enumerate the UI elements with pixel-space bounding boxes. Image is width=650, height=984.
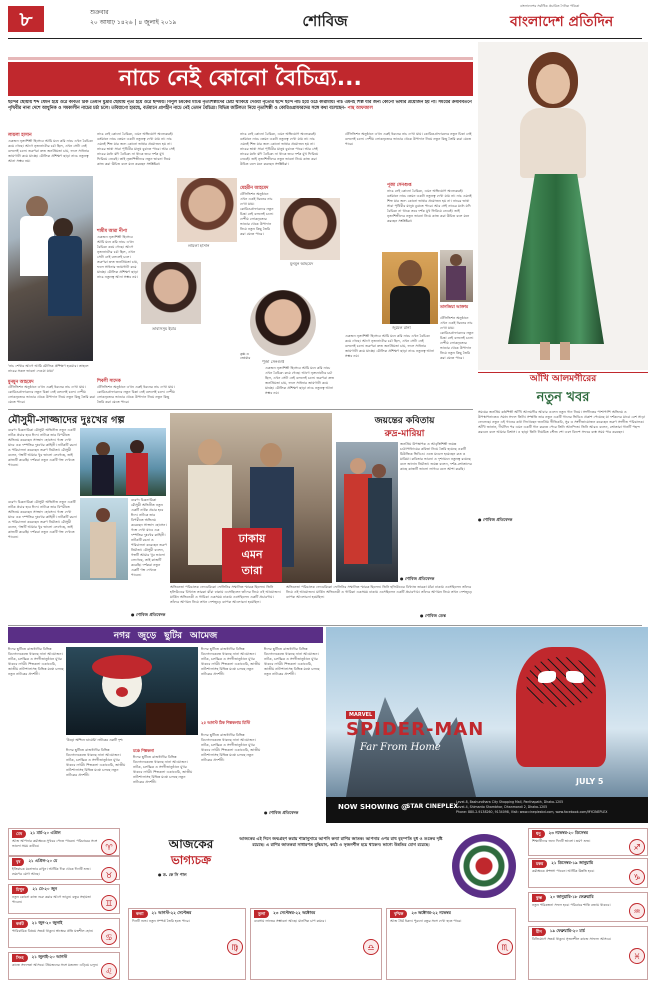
lead-title: নাচে নেই কোনো বৈচিত্র্য... [8,62,473,96]
horoscope-title-a: আজকের [168,837,214,851]
lead-col2-text2: একজন নৃত্যশিল্পী হিসেবে আমি মনে করি নাচে এখন বৈচিত্র্য কমে গেছে। আগে নৃত্যনাট্যের চর্চা ছিল, এখন সেটা নেই বললেই চলে। তরুণরা দ্রুত জনপ্রিয়তা চায়, ফলে সাধনার জায়গাটা কমে যাচ্ছে। মৌলিক প্রশিক্ষণ ছাড়া নাচে নতুনত্ব আনা সম্ভব নয়। [97,235,139,279]
lead-name-shibli: শিবলী সাদেক [97,379,121,384]
horoscope-section [8,826,648,982]
zodiac-9 [528,828,648,856]
zodiac-8 [386,908,516,980]
zodiac-range: ২৩ নভেম্বর-২০ ডিসেম্বর [548,830,588,835]
lead-photo-label-6: কৃষ্ণ ও জোয়ার [240,352,251,361]
fest-body-4: ঈদের ছুটিতে রাজধানীর বিভিন্ন বিনোদনকেন্দ্রে থাকছে নানা আয়োজন। নাটক, চলচ্চিত্র ও সংগীতানুষ্ঠানে মুখর থাকবে নগরী। শিল্পকলা একাডেমি, জাতীয় নাট্যশালাসহ বিভিন্ন মঞ্চে চলছে নতুন নাটকের প্রদর্শনী। [201,647,261,676]
fest-title-d: আমেজ [190,630,218,641]
zodiac-icon: ♌ [101,963,117,979]
brand-tagline: বাংলাদেশের সর্বাধিক প্রচারিত দৈনিক পত্রিকা [520,4,580,8]
zodiac-text: শিক্ষার্থীদের জন্য দিনটি ভালো। ভ্রমণ শুভ। [532,839,591,843]
mousumi-body-3: বরেণ্য চিত্রনায়িকা মৌসুমী অভিনীত নতুন একটি নাটক প্রচার হবে ঈদে। নাটকে তার বিপরীতে অভিনয় করেছেন সাজ্জাদ হোসেন। গল্পে দেখা যাবে এক দম্পতির দুঃখের কাহিনী। নাটকটি রচনা ও পরিচালনা করেছেন তরুণ নির্মাতা। মৌসুমী বলেন, গল্পটি আমার খুব ভালো লেগেছে, তাই কাজটি করেছি। দর্শকরা নতুন একটি গল্প দেখতে পাবেন। [131,498,167,577]
fest-photo [66,647,198,735]
lead-col2-text3: টেলিভিশন অনুষ্ঠানে এখন একই ধরনের নাচ দেখা যায়। কোরিওগ্রাফারদের নতুন চিন্তা নেই বললেই চলে। দেশীয় লোকনৃত্যের ভাণ্ডার থেকে উপাদান নিয়ে নতুন কিছু তৈরি করা যেতে পারে। [97,385,175,404]
zodiac-name: মিথুন [12,886,28,894]
lead-col3-text: নাচে নেই কোনো বৈচিত্র্য, এমন অভিযোগ অনেকেরই। বর্তমানে নাচে তেমন একটা নতুনত্ব দেখা যায় না। নাচ এমনই শিল্প যার জন্য কোনো ভাষার প্রয়োজন হয় না। নাচের ভাষা সারা পৃথিবীর মানুষ বুঝতে পারে। আর সেই নাচের মধ্যে যদি বৈচিত্র্য না থাকে তবে দর্শক মুখ ফিরিয়ে নেবেই। তাই নৃত্যশিল্পীদের নতুন ভাবনা নিয়ে কাজ করা উচিত বলে মনে করছেন সংশ্লিষ্টরা। [240,132,319,166]
zodiac-5 [8,952,120,980]
lead-photo-label-1: লায়লা হাসান [188,243,210,248]
zodiac-icon: ♋ [101,929,117,945]
zodiac-3 [8,884,120,914]
zodiac-icon: ♑ [629,869,645,885]
dhaka-label-bottom: তারা [241,564,263,577]
zodiac-icon: ♈ [101,839,117,855]
zodiac-icon: ♒ [629,903,645,919]
zodiac-name: কর্কট [12,920,28,928]
joya-sign: ● শোবিজ প্রতিবেদক [400,576,435,581]
zodiac-range: ২৩ সেপ্টেম্বর-২২ অক্টোবর [273,910,316,915]
zodiac-range: ২১ এপ্রিল-২০ মে [28,858,58,863]
zodiac-text: বিনিয়োগে সতর্ক থাকুন। সৃজনশীল কাজে সাফল্য আসবে। [532,937,612,941]
zodiac-name: মকর [532,860,547,868]
lead-photo-tabassum [141,262,201,324]
ad-address: Level-8, Bashundhara City Shopping Mall, Panthapath, Dhaka-1205 [456,800,564,804]
zodiac-range: ২১ মার্চ-২০ এপ্রিল [30,830,61,835]
zodiac-range: ২১ জুলাই-২০ আগস্ট [31,954,68,959]
zodiac-range: ১৯ ফেব্রুয়ারি-২০ মার্চ [549,928,585,933]
lead-photo-label-3: তাবাসসুম ইয়ার [152,326,177,331]
zodiac-name: কুম্ভ [532,894,546,902]
mousumi-photo [80,428,166,496]
zodiac-7 [250,908,382,980]
fashion-photo [478,42,648,370]
zodiac-text: দিনটি শুভ। নতুন সম্পর্ক তৈরি হতে পারে। [132,919,190,923]
ad-address-2: Level-4, Shimanto Shambhar, Dhanmondi 2, Dhaka-1205 [456,805,548,809]
zodiac-10 [528,858,648,888]
lead-col4-text2: নাচে নেই কোনো বৈচিত্র্য, এমন অভিযোগ অনেকেরই। বর্তমানে নাচে তেমন একটা নতুনত্ব দেখা যায় না। নাচ এমনই শিল্প যার জন্য কোনো ভাষার প্রয়োজন হয় না। নাচের ভাষা সারা পৃথিবীর মানুষ বুঝতে পারে। আর সেই নাচের মধ্যে যদি বৈচিত্র্য না থাকে তবে দর্শক মুখ ফিরিয়ে নেবেই। তাই নৃত্যশিল্পীদের নতুন ভাবনা নিয়ে কাজ করা উচিত বলে মনে করছেন সংশ্লিষ্টরা। [387,189,472,223]
fest-title-a: নগর [113,630,131,641]
zodiac-icon: ♊ [101,895,117,911]
fest-body-3: ঈদের ছুটিতে রাজধানীর বিভিন্ন বিনোদনকেন্দ্রে থাকছে নানা আয়োজন। নাটক, চলচ্চিত্র ও সংগীতানুষ্ঠানে মুখর থাকবে নগরী। শিল্পকলা একাডেমি, জাতীয় নাট্যশালাসহ বিভিন্ন মঞ্চে চলছে নতুন নাটকের প্রদর্শনী। [133,755,193,784]
lead-photo-label-5: জুয়েল রানা [392,325,411,330]
horoscope-center-text: আজকের এই দিনে জন্মগ্রহণ করায় শাস্ত্রানুসারে আপনি কন্যা রাশির জাতক। আপনার ওপর রাহু বৃহস্পতি বুধ ও শুক্রের দৃষ্টি রয়েছে। এ রাশির জাতকরা সাধারণত বুদ্ধিমান, কর্মঠ ও সৃজনশীল হয়ে থাকেন। ভাগ্যে উন্নতির যোগ রয়েছে। [239,836,443,847]
lead-name-munmun: মুনমুন আহমেদ [8,380,34,385]
zodiac-name: বৃশ্চিক [390,910,407,918]
zodiac-icon: ♓ [629,948,645,964]
horoscope-byline: ● ড. কে সি পাল [158,872,187,877]
section-title: শোবিজ [302,12,348,30]
fest-body-6: ঈদের ছুটিতে রাজধানীর বিভিন্ন বিনোদনকেন্দ্রে থাকছে নানা আয়োজন। নাটক, চলচ্চিত্র ও সংগীতানুষ্ঠানে মুখর থাকবে নগরী। শিল্পকলা একাডেমি, জাতীয় নাট্যশালাসহ বিভিন্ন মঞ্চে চলছে নতুন নাটকের প্রদর্শনী। [264,647,320,676]
lead-col4-text: টেলিভিশন অনুষ্ঠানে এখন একই ধরনের নাচ দেখা যায়। কোরিওগ্রাফারদের নতুন চিন্তা নেই বললেই চলে। দেশীয় লোকনৃত্যের ভাণ্ডার থেকে উপাদান নিয়ে নতুন কিছু তৈরি করা যেতে পারে। [345,132,472,146]
header-divider [8,38,642,39]
joya-photo [336,442,398,582]
lead-name-tanzia: তানজিয়া আক্তার [440,304,469,309]
mousumi-sign: ● শোবিজ প্রতিবেদক [131,612,166,617]
lead-photo-jewel [382,252,438,324]
dhaka-label-mid: এমন [241,548,263,561]
page-number: ৮ [8,6,44,32]
lead-col4-text4: টেলিভিশন অনুষ্ঠানে এখন একই ধরনের নাচ দেখা যায়। কোরিওগ্রাফারদের নতুন চিন্তা নেই বললেই চলে। দেশীয় লোকনৃত্যের ভাণ্ডার থেকে উপাদান নিয়ে নতুন কিছু তৈরি করা যেতে পারে। [440,316,474,360]
fashion-title: আঁখি আলমগীরের [478,372,648,386]
lead-name-laila: লায়লা হাসান [8,133,32,138]
header-date: ২০ আষাঢ় ১৪২৬ | ৪ জুলাই ২০১৯ [90,19,177,26]
zodiac-11 [528,892,648,922]
joya-body: জনপ্রিয় উপস্থাপক ও আবৃত্তিশিল্পী জয়ন্ত চট্টোপাধ্যায়ের কবিতা নিয়ে তৈরি হয়েছে একটি মিউজিক ভিডিও। এতে মডেল হয়েছেন রুদ্র ও মারিয়া। কবিতার ভাবনা ও দৃশ্যায়নে নতুনত্ব রয়েছে বলে জানান নির্মাতা। জয়ন্ত বলেন, দর্শক-শ্রোতাদের কাছে কাজটি ভালো লাগবে বলে আশা করছি। [400,442,472,471]
ad-phone: Phone: 880-2-9138260, 9134098, Visit: www.cineplexbd.com, www.facebook.com/MYCINEPLEX [456,810,608,814]
zodiac-icon: ♐ [629,839,645,855]
joya-title: জয়ন্তের কবিতায় [374,416,435,426]
lead-col4-text3: একজন নৃত্যশিল্পী হিসেবে আমি মনে করি নাচে এখন বৈচিত্র্য কমে গেছে। আগে নৃত্যনাট্যের চর্চা ছিল, এখন সেটা নেই বললেই চলে। তরুণরা দ্রুত জনপ্রিয়তা চায়, ফলে সাধনার জায়গাটা কমে যাচ্ছে। মৌলিক প্রশিক্ষণ ছাড়া নাচে নতুনত্ব আনা সম্ভব নয়। [345,334,435,358]
fest-item3-title: ২৫ আগস্ট ঠিক শিল্পকলায় মিস্টি [201,720,250,725]
ad-release: JULY 5 [576,777,604,786]
lead-col1-text2: টেলিভিশন অনুষ্ঠানে এখন একই ধরনের নাচ দেখা যায়। কোরিওগ্রাফারদের নতুন চিন্তা নেই বললেই চলে। দেশীয় লোকনৃত্যের ভাণ্ডার থেকে উপাদান নিয়ে নতুন কিছু তৈরি করা যেতে পারে। [8,385,96,404]
fest-title-c: ছুটির [164,630,183,641]
zodiac-4 [8,918,120,948]
zodiac-icon: ♏ [497,939,513,955]
lead-photo-label-4: পূজা সেনগুপ্ত [262,359,285,364]
zodiac-text: নতুন কোনো কাজ শুরু করার আগে ভাবুন। বন্ধুর সহায়তা পাবেন। [12,895,91,904]
zodiac-name: ধনু [532,830,545,838]
header-day: শুক্রবার [90,9,109,16]
zodiac-name: বৃষ [12,858,24,866]
fest-sign: ● শোবিজ প্রতিবেদক [264,810,299,815]
zodiac-name: সিংহ [12,954,28,962]
dhaka-body: অভিনেতা পরিচালক ফেডেরিকো ফেলিনির সম্মানিত স্মারক ছিলেন। তিনি হলিউডের বিখ্যাত তারকা যাঁরা ঢাকায় এসেছিলেন তাঁদের নিয়ে এই আয়োজন। মার্কিন অভিনেত্রী ও গায়িকা একসময় ঢাকায় এসেছিলেন একটি প্রচারণায়। তাঁদের আগমন নিয়ে তখন দেশজুড়ে ব্যাপক আলোচনা হয়েছিল। [286,585,472,599]
zodiac-name: মীন [532,928,546,936]
lead-quote: 'নাচ শেখার আগে আমি মৌলিক প্রশিক্ষণ হওয়ার। তাহলে নাচের সকল ভাবনা দেওয়া যায়।' [8,364,89,373]
lower-divider [8,625,642,626]
ad-cinema: STAR CINEPLEX [406,803,459,810]
fest-header [8,627,323,643]
lead-name-puja: পূজা সেনগুপ্ত [387,183,412,188]
zodiac-text: পারিবারিক বিষয়ে সতর্ক থাকুন। স্বাস্থ্যের প্রতি যত্নশীল হোন। [12,929,94,933]
zodiac-text: ব্যবসায় লাভের সম্ভাবনা আছে। মানসিক চাপ কমবে। [254,919,326,923]
lead-col3-text3: একজন নৃত্যশিল্পী হিসেবে আমি মনে করি নাচে এখন বৈচিত্র্য কমে গেছে। আগে নৃত্যনাট্যের চর্চা ছিল, এখন সেটা নেই বললেই চলে। তরুণরা দ্রুত জনপ্রিয়তা চায়, ফলে সাধনার জায়গাটা কমে যাচ্ছে। মৌলিক প্রশিক্ষণ ছাড়া নাচে নতুনত্ব আনা সম্ভব নয়। [265,366,335,395]
fest-title-b: জুড়ে [138,630,157,641]
brand-logo: বাংলাদেশ প্রতিদিন [510,14,614,30]
zodiac-icon: ♍ [227,939,243,955]
zodiac-12 [528,926,648,980]
zodiac-range: ২১ আগস্ট-২২ সেপ্টেম্বর [151,910,192,915]
fashion-subtitle: নতুন খবর [536,390,590,405]
lead-col2-text: নাচে নেই কোনো বৈচিত্র্য, এমন অভিযোগ অনেকেরই। বর্তমানে নাচে তেমন একটা নতুনত্ব দেখা যায় না। নাচ এমনই শিল্প যার জন্য কোনো ভাষার প্রয়োজন হয় না। নাচের ভাষা সারা পৃথিবীর মানুষ বুঝতে পারে। আর সেই নাচের মধ্যে যদি বৈচিত্র্য না থাকে তবে দর্শক মুখ ফিরিয়ে নেবেই। তাই নৃত্যশিল্পীদের নতুন ভাবনা নিয়ে কাজ করা উচিত বলে মনে করছেন সংশ্লিষ্টরা। [97,132,175,166]
zodiac-range: ২১ ডিসেম্বর-১৯ জানুয়ারি [551,860,593,865]
zodiac-text: কাজে সফলতা আসবে। প্রিয়জনের সঙ্গে মতভেদ এড়িয়ে চলুন। [12,963,99,967]
zodiac-name: কন্যা [132,910,148,918]
fest-caption: 'উড়ো অশিনে ডায়েরি' নাটকের একটি দৃশ্য [66,738,123,742]
ad-tagline: Far From Home [360,742,441,753]
zodiac-1 [8,828,120,856]
lead-photo-munmun [280,198,340,260]
ad-title: SPIDER-MAN [346,719,485,740]
page-header [0,0,650,42]
fest-body-2: ঈদের ছুটিতে রাজধানীর বিভিন্ন বিনোদনকেন্দ্রে থাকছে নানা আয়োজন। নাটক, চলচ্চিত্র ও সংগীতানুষ্ঠানে মুখর থাকবে নগরী। শিল্পকলা একাডেমি, জাতীয় নাট্যশালাসহ বিভিন্ন মঞ্চে চলছে নতুন নাটকের প্রদর্শনী। [66,748,126,777]
zodiac-name: মেষ [12,830,26,838]
fest-body-5: ঈদের ছুটিতে রাজধানীর বিভিন্ন বিনোদনকেন্দ্রে থাকছে নানা আয়োজন। নাটক, চলচ্চিত্র ও সংগীতানুষ্ঠানে মুখর থাকবে নগরী। শিল্পকলা একাডেমি, জাতীয় নাট্যশালাসহ বিভিন্ন মঞ্চে চলছে নতুন নাটকের প্রদর্শনী। [201,733,261,762]
zodiac-text: আজ আপনার কর্মক্ষেত্রে সুখবর পেতে পারেন। পরিবারের সঙ্গে ভালো সময় কাটবে। [12,839,98,848]
lead-author: পান্থ আফজাল [347,105,373,111]
zodiac-range: ২১ জুন-২০ জুলাই [31,920,63,925]
zodiac-range: ২০ জানুয়ারি-১৮ ফেব্রুয়ারি [549,894,594,899]
lead-photo-laila [177,178,237,242]
joya-subtitle: রুদ্র-মারিয়া [384,429,425,439]
lead-title-strip [8,57,473,60]
mousumi-title: মৌসুমী-সাজ্জাদের দুঃখের গল্প [8,415,125,426]
zodiac-icon: ♉ [101,867,117,883]
dhaka-sign: ● শোবিজ ডেস্ক [420,613,446,618]
zodiac-icon: ♎ [363,939,379,955]
ad-spiderman[interactable] [326,627,648,823]
lead-intro: ছন্দের ছোঁয়ায় শব্দ যেমন হয়ে ওঠে কবিতা ঠিক তেমনি মুদ্রার ছোঁয়ায় নৃত্য হয়ে ওঠে ছন্দময়। বিপুল চমকের মাঝে নৃত্যশিল্পীদের চেষ্টা থাকিয়ে দেওয়া নৃত্যের ছন্দে ছন্দে নাচ হয়ে ওঠে কারামায়। নাচ এমনই শিল্প যার জন্য কোনো ভাষার প্রয়োজন হয় না। সময়ের ক্রমবিবর্তনে পৃথিবীর নানা দেশে আধুনিক ও সমকালীন নাচের চর্চা চলে। তবিয়াগো হারছে, বর্তমানে প্রাণহীন নাচে নেই তেমন বৈচিত্র্য। বিভিন্ন জটিলতা নিয়ে নৃত্যশিল্পী ও কোরিওগ্রাফারদের সঙ্গে কথা বলেছেন– পান্থ আফজাল [8,100,472,111]
ad-brand: MARVEL [346,711,375,719]
zodiac-text: ইতিবাচক মনোভাব রাখুন। আর্থিক দিক থেকে দিনটি শুভ। ভ্রমণের যোগ আছে। [12,867,91,876]
ad-now-showing: NOW SHOWING @ [338,803,409,811]
horoscope-wheel [452,834,516,898]
fashion-body: সময়ের জনপ্রিয় কণ্ঠশিল্পী আঁখি আলমগীর আবার এলেন নতুন গান নিয়ে। সংগীতের পাশাপাশি অভিনয় ও উপস্থাপনাতেও সমান সফল তিনি। সম্প্রতি তার নতুন একটি গানের ভিডিও প্রকাশ পেয়েছে যা দর্শকদের মাঝে বেশ সাড়া ফেলেছে। নতুন এই গানের কথা লিখেছেন জনপ্রিয় গীতিকবি, সুর ও সংগীতায়োজন করেছেন তরুণ সংগীত পরিচালক। আঁখি জানান, দীর্ঘদিন পর এমন একটি গান করতে পেরে তিনি আনন্দিত। তিনি আরও বলেন, শ্রোতারা গানটি পছন্দ করবেন বলে আমার বিশ্বাস। এ ছাড়া তিনি নিয়মিত স্টেজ শো এবং বিদেশ সফরে ব্যস্ত সময় পার করছেন। [478,410,646,434]
mousumi-body-2: বরেণ্য চিত্রনায়িকা মৌসুমী অভিনীত নতুন একটি নাটক প্রচার হবে ঈদে। নাটকে তার বিপরীতে অভিনয় করেছেন সাজ্জাদ হোসেন। গল্পে দেখা যাবে এক দম্পতির দুঃখের কাহিনী। নাটকটি রচনা ও পরিচালনা করেছেন তরুণ নির্মাতা। মৌসুমী বলেন, গল্পটি আমার খুব ভালো লেগেছে, তাই কাজটি করেছি। দর্শকরা নতুন একটি গল্প দেখতে পাবেন। [8,500,77,539]
zodiac-2 [8,856,120,880]
lead-col1-text: একজন নৃত্যশিল্পী হিসেবে আমি মনে করি নাচে এখন বৈচিত্র্য কমে গেছে। আগে নৃত্যনাট্যের চর্চা ছিল, এখন সেটা নেই বললেই চলে। তরুণরা দ্রুত জনপ্রিয়তা চায়, ফলে সাধনার জায়গাটা কমে যাচ্ছে। মৌলিক প্রশিক্ষণ ছাড়া নাচে নতুনত্ব আনা সম্ভব নয়। [8,139,93,163]
lead-name-mehrin: মেহরীন আহমেদ [240,186,269,191]
lead-photo-puja [250,290,316,356]
horoscope-title-b: ভাগ্যচক্র [170,853,212,867]
lead-photo-dancer [440,250,473,302]
mousumi-photo-2 [80,498,128,580]
lead-caption-couple: নিরুপী-টিনা [60,356,76,360]
dhaka-body-2: অভিনেতা পরিচালক ফেডেরিকো ফেলিনির সম্মানিত স্মারক ছিলেন। তিনি হলিউডের বিখ্যাত তারকা যাঁরা ঢাকায় এসেছিলেন তাঁদের নিয়ে এই আয়োজন। মার্কিন অভিনেত্রী ও গায়িকা একসময় ঢাকায় এসেছিলেন একটি প্রচারণায়। তাঁদের আগমন নিয়ে তখন দেশজুড়ে ব্যাপক আলোচনা হয়েছিল। [170,585,281,604]
zodiac-text: আজ ধৈর্য ধরুন। পুরনো বন্ধুর সঙ্গে দেখা হতে পারে। [390,919,462,923]
fest-body-1: ঈদের ছুটিতে রাজধানীর বিভিন্ন বিনোদনকেন্দ্রে থাকছে নানা আয়োজন। নাটক, চলচ্চিত্র ও সংগীতানুষ্ঠানে মুখর থাকবে নগরী। শিল্পকলা একাডেমি, জাতীয় নাট্যশালাসহ বিভিন্ন মঞ্চে চলছে নতুন নাটকের প্রদর্শনী। [8,647,64,676]
mousumi-body: বরেণ্য চিত্রনায়িকা মৌসুমী অভিনীত নতুন একটি নাটক প্রচার হবে ঈদে। নাটকে তার বিপরীতে অভিনয় করেছেন সাজ্জাদ হোসেন। গল্পে দেখা যাবে এক দম্পতির দুঃখের কাহিনী। নাটকটি রচনা ও পরিচালনা করেছেন তরুণ নির্মাতা। মৌসুমী বলেন, গল্পটি আমার খুব ভালো লেগেছে, তাই কাজটি করেছি। দর্শকরা নতুন একটি গল্প দেখতে পাবেন। [8,428,77,467]
zodiac-text: কর্মক্ষেত্রে প্রশংসা পাবেন। আর্থিক উন্নতি হবে। [532,869,595,873]
fashion-sign: ● শোবিজ প্রতিবেদক [478,517,513,522]
mid-divider [8,409,473,410]
zodiac-range: ২১ মে-২০ জুন [32,886,57,891]
lead-photo-couple [8,176,93,361]
zodiac-range: ২৩ অক্টোবর-২২ নভেম্বর [411,910,451,915]
zodiac-6 [128,908,246,980]
lead-name-shamim: শামীম আরা নীপা [97,229,127,234]
lead-photo-label-2: মুনমুন আহমেদ [290,261,314,266]
zodiac-text: নতুন পরিকল্পনা সফল হবে। পরিবারে শান্তি বজায় থাকবে। [532,903,611,907]
lead-col3-text2: টেলিভিশন অনুষ্ঠানে এখন একই ধরনের নাচ দেখা যায়। কোরিওগ্রাফারদের নতুন চিন্তা নেই বললেই চলে। দেশীয় লোকনৃত্যের ভাণ্ডার থেকে উপাদান নিয়ে নতুন কিছু তৈরি করা যেতে পারে। [240,192,274,236]
fest-item2-title: মঞ্চে শিল্পকলা [133,748,154,753]
dhaka-label-top: ঢাকায় [238,532,266,545]
zodiac-name: তুলা [254,910,269,918]
